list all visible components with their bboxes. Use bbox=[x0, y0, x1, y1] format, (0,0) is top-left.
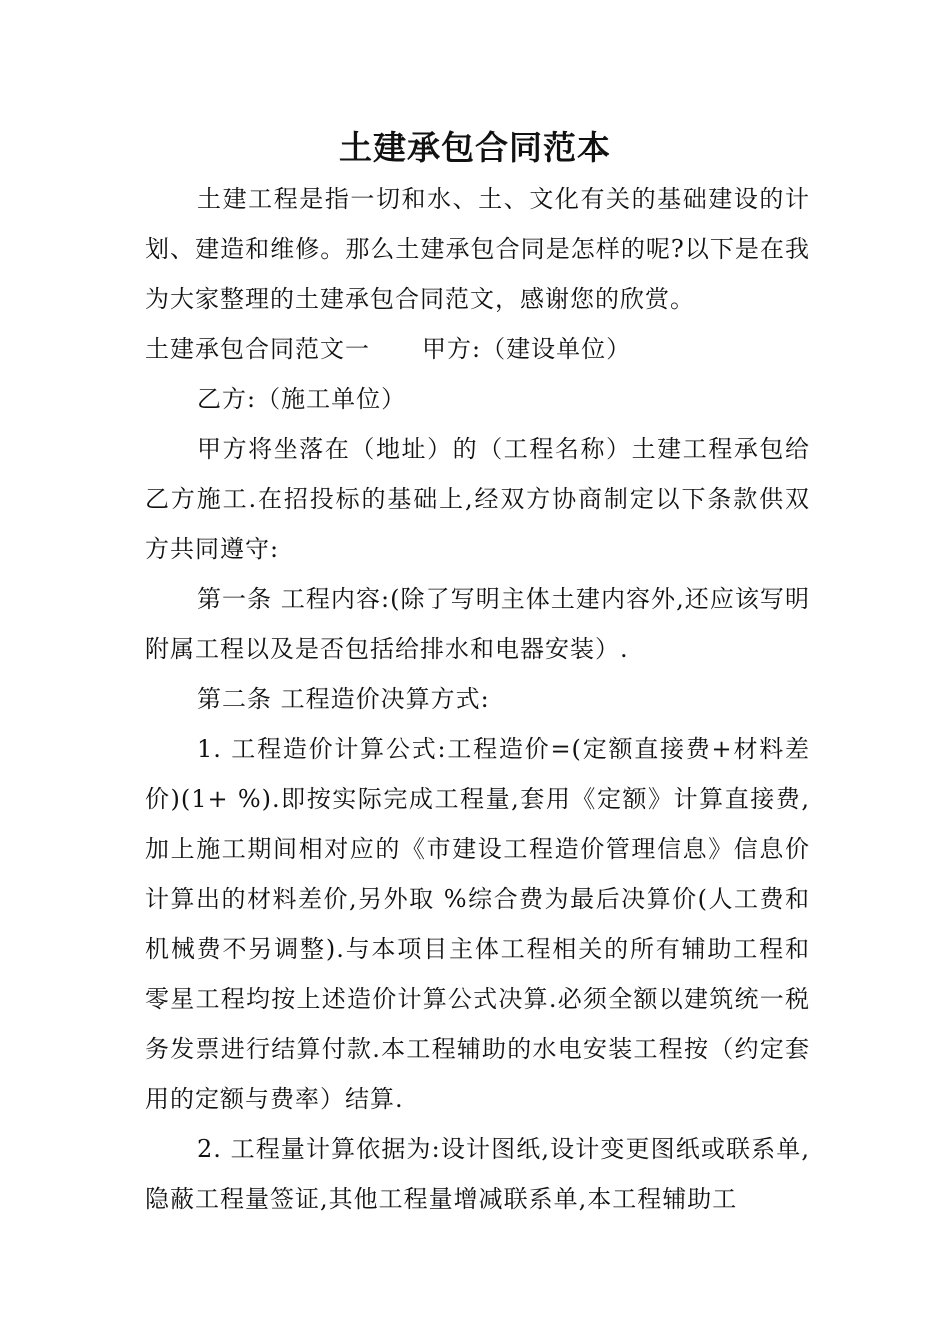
document-body bbox=[145, 174, 810, 1224]
article-2-heading: 第二条 工程造价决算方式: bbox=[197, 685, 490, 713]
item-2-paragraph: 2. 工程量计算依据为:设计图纸,设计变更图纸或联系单,隐蔽工程量签证,其他工程量增减联系单,本工程辅助工 bbox=[145, 1135, 810, 1213]
intro-paragraph: 土建工程是指一切和水、土、文化有关的基础建设的计划、建造和维修。那么土建承包合同是怎样的呢?以下是在我为大家整理的土建承包合同范文，感谢您的欣赏。 bbox=[145, 185, 810, 313]
party-a-line: 甲方:（建设单位） bbox=[422, 335, 632, 363]
item-1-paragraph: 1. 工程造价计算公式:工程造价=(定额直接费+材料差价)(1+ %).即按实际完成工程量,套用《定额》计算直接费,加上施工期间相对应的《市建设工程造价管理信息》信息价计算出的材料差价,另外取 %综合费为最后决算价(人工费和机械费不另调整).与本项目主体工程相关的所有辅助工程和零星工程均按上述造价计算公式决算.必须全额以建筑统一税务发票进行结算付款.本工程辅助的水电安装工程按（约定套用的定额与费率）结算. bbox=[145, 735, 810, 1113]
document-title: 土建承包合同范本 bbox=[339, 128, 611, 167]
sample-heading-line bbox=[145, 324, 810, 374]
preamble-paragraph: 甲方将坐落在（地址）的（工程名称）土建工程承包给乙方施工.在招投标的基础上,经双方协商制定以下条款供双方共同遵守: bbox=[145, 435, 810, 563]
sample-heading: 土建承包合同范文一 bbox=[145, 335, 370, 363]
article-1-paragraph: 第一条 工程内容:(除了写明主体土建内容外,还应该写明附属工程以及是否包括给排水和电器安装）. bbox=[145, 585, 810, 663]
party-b-line: 乙方:（施工单位） bbox=[197, 385, 407, 413]
